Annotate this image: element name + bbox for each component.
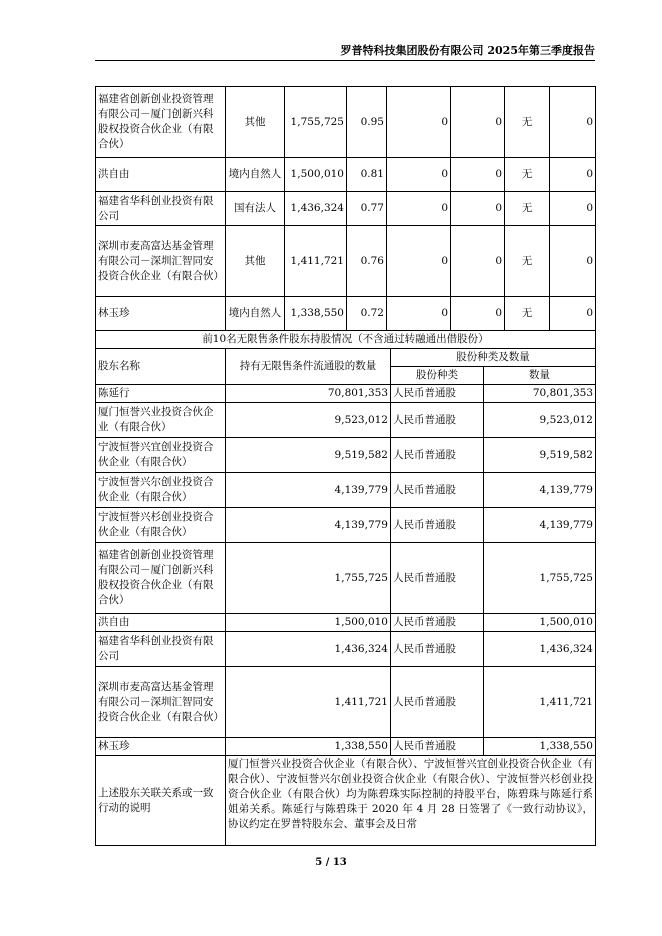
pledge-status: 无 <box>505 87 550 158</box>
table-row <box>96 543 596 614</box>
unrestricted-qty: 1,500,010 <box>226 614 391 632</box>
table-row <box>96 508 596 543</box>
share-type: 人民币普通股 <box>391 738 484 756</box>
share-type: 人民币普通股 <box>391 438 484 473</box>
section-title-row <box>96 331 596 349</box>
holder-name: 福建省华科创业投资有限公司 <box>96 192 226 226</box>
restricted-incl-lending: 0 <box>451 158 505 192</box>
share-type: 人民币普通股 <box>391 614 484 632</box>
holder-name: 陈延行 <box>96 385 226 403</box>
holder-nature: 其他 <box>226 226 285 297</box>
share-type: 人民币普通股 <box>391 473 484 508</box>
restricted-shares: 0 <box>387 297 451 331</box>
holder-name: 宁波恒誉兴尔创业投资合伙企业（有限合伙） <box>96 473 226 508</box>
share-count: 1,500,010 <box>484 614 596 632</box>
unrestricted-qty: 9,523,012 <box>226 403 391 438</box>
holder-nature: 境内自然人 <box>226 158 285 192</box>
share-count: 1,755,725 <box>484 543 596 614</box>
holder-name: 深圳市麦高富达基金管理有限公司－深圳汇智同安投资合伙企业（有限合伙） <box>96 667 226 738</box>
restricted-incl-lending: 0 <box>451 226 505 297</box>
share-count: 4,139,779 <box>484 508 596 543</box>
holder-name: 福建省创新创业投资管理有限公司－厦门创新兴科股权投资合伙企业（有限合伙） <box>96 543 226 614</box>
unrestricted-shareholders-table <box>95 330 596 846</box>
unrestricted-qty: 1,338,550 <box>226 738 391 756</box>
holder-name: 福建省创新创业投资管理有限公司－厦门创新兴科股权投资合伙企业（有限合伙） <box>96 87 226 158</box>
table-row <box>96 403 596 438</box>
col-count-header: 数量 <box>484 367 596 385</box>
share-type: 人民币普通股 <box>391 508 484 543</box>
share-count: 9,519,582 <box>484 438 596 473</box>
holder-name: 宁波恒誉兴杉创业投资合伙企业（有限合伙） <box>96 508 226 543</box>
holding-ratio: 0.76 <box>347 226 387 297</box>
holding-ratio: 0.72 <box>347 297 387 331</box>
pledge-status: 无 <box>505 158 550 192</box>
unrestricted-qty: 1,436,324 <box>226 632 391 667</box>
table-row <box>96 226 596 297</box>
top-shareholders-table <box>95 86 596 331</box>
pledge-status: 无 <box>505 297 550 331</box>
restricted-shares: 0 <box>387 226 451 297</box>
holder-nature: 境内自然人 <box>226 297 285 331</box>
holder-name: 宁波恒誉兴宜创业投资合伙企业（有限合伙） <box>96 438 226 473</box>
restricted-shares: 0 <box>387 158 451 192</box>
table-row <box>96 87 596 158</box>
holding-ratio: 0.95 <box>347 87 387 158</box>
restricted-incl-lending: 0 <box>451 297 505 331</box>
holder-name: 福建省华科创业投资有限公司 <box>96 632 226 667</box>
table-row <box>96 438 596 473</box>
table-row <box>96 667 596 738</box>
col-type-group-header: 股份种类及数量 <box>391 349 596 367</box>
top-table-body <box>96 87 596 331</box>
pledge-quantity: 0 <box>550 87 596 158</box>
holder-name: 林玉珍 <box>96 297 226 331</box>
holder-name: 洪自由 <box>96 614 226 632</box>
unrestricted-qty: 4,139,779 <box>226 508 391 543</box>
holder-name: 厦门恒誉兴业投资合伙企业（有限合伙） <box>96 403 226 438</box>
share-count: 1,411,721 <box>484 667 596 738</box>
pledge-quantity: 0 <box>550 158 596 192</box>
share-count: 70,801,353 <box>484 385 596 403</box>
header-rule <box>95 60 595 61</box>
shares-held: 1,436,324 <box>285 192 347 226</box>
shares-held: 1,338,550 <box>285 297 347 331</box>
unrestricted-qty: 1,755,725 <box>226 543 391 614</box>
restricted-shares: 0 <box>387 192 451 226</box>
holder-nature: 国有法人 <box>226 192 285 226</box>
table-row <box>96 192 596 226</box>
share-type: 人民币普通股 <box>391 632 484 667</box>
report-header: 罗普特科技集团股份有限公司 2025年第三季度报告 <box>340 44 595 57</box>
pledge-quantity: 0 <box>550 192 596 226</box>
pledge-status: 无 <box>505 226 550 297</box>
bottom-table-body <box>96 331 596 846</box>
share-count: 4,139,779 <box>484 473 596 508</box>
shares-held: 1,500,010 <box>285 158 347 192</box>
restricted-incl-lending: 0 <box>451 192 505 226</box>
pledge-status: 无 <box>505 192 550 226</box>
table-row <box>96 385 596 403</box>
col-type-header: 股份种类 <box>391 367 484 385</box>
page-number: 5 / 13 <box>315 857 347 868</box>
unrestricted-qty: 70,801,353 <box>226 385 391 403</box>
share-type: 人民币普通股 <box>391 403 484 438</box>
relation-text: 厦门恒誉兴业投资合伙企业（有限合伙）、宁波恒誉兴宜创业投资合伙企业（有限合伙）、宁波恒誉兴尔创业投资合伙企业（有限合伙）、宁波恒誉兴杉创业投资合伙企业（有限合伙）均为陈碧珠实际控制的持股平台，陈碧珠与陈延行系姐弟关系。陈延行与陈碧珠于 2020 年 4 月 28 日签署了《一致行动协议》，协议约定在罗普特股东会、董事会及日常 <box>226 756 596 846</box>
holding-ratio: 0.77 <box>347 192 387 226</box>
table-row <box>96 473 596 508</box>
unrestricted-qty: 9,519,582 <box>226 438 391 473</box>
table-row <box>96 158 596 192</box>
relation-row <box>96 756 596 846</box>
share-type: 人民币普通股 <box>391 667 484 738</box>
unrestricted-qty: 4,139,779 <box>226 473 391 508</box>
share-type: 人民币普通股 <box>391 385 484 403</box>
share-type: 人民币普通股 <box>391 543 484 614</box>
relation-label: 上述股东关联关系或一致行动的说明 <box>96 756 226 846</box>
pledge-quantity: 0 <box>550 226 596 297</box>
restricted-incl-lending: 0 <box>451 87 505 158</box>
table-row <box>96 632 596 667</box>
table-row <box>96 297 596 331</box>
restricted-shares: 0 <box>387 87 451 158</box>
holding-ratio: 0.81 <box>347 158 387 192</box>
col-holder-header: 股东名称 <box>96 349 226 385</box>
holder-name: 林玉珍 <box>96 738 226 756</box>
share-count: 1,436,324 <box>484 632 596 667</box>
holder-name: 洪自由 <box>96 158 226 192</box>
share-count: 1,338,550 <box>484 738 596 756</box>
share-count: 9,523,012 <box>484 403 596 438</box>
holder-nature: 其他 <box>226 87 285 158</box>
shares-held: 1,411,721 <box>285 226 347 297</box>
table-row <box>96 614 596 632</box>
header-row <box>96 349 596 367</box>
section-title: 前10名无限售条件股东持股情况（不含通过转融通出借股份） <box>96 331 596 349</box>
shares-held: 1,755,725 <box>285 87 347 158</box>
pledge-quantity: 0 <box>550 297 596 331</box>
table-row <box>96 738 596 756</box>
unrestricted-qty: 1,411,721 <box>226 667 391 738</box>
col-qty-header: 持有无限售条件流通股的数量 <box>226 349 391 385</box>
holder-name: 深圳市麦高富达基金管理有限公司－深圳汇智同安投资合伙企业（有限合伙） <box>96 226 226 297</box>
